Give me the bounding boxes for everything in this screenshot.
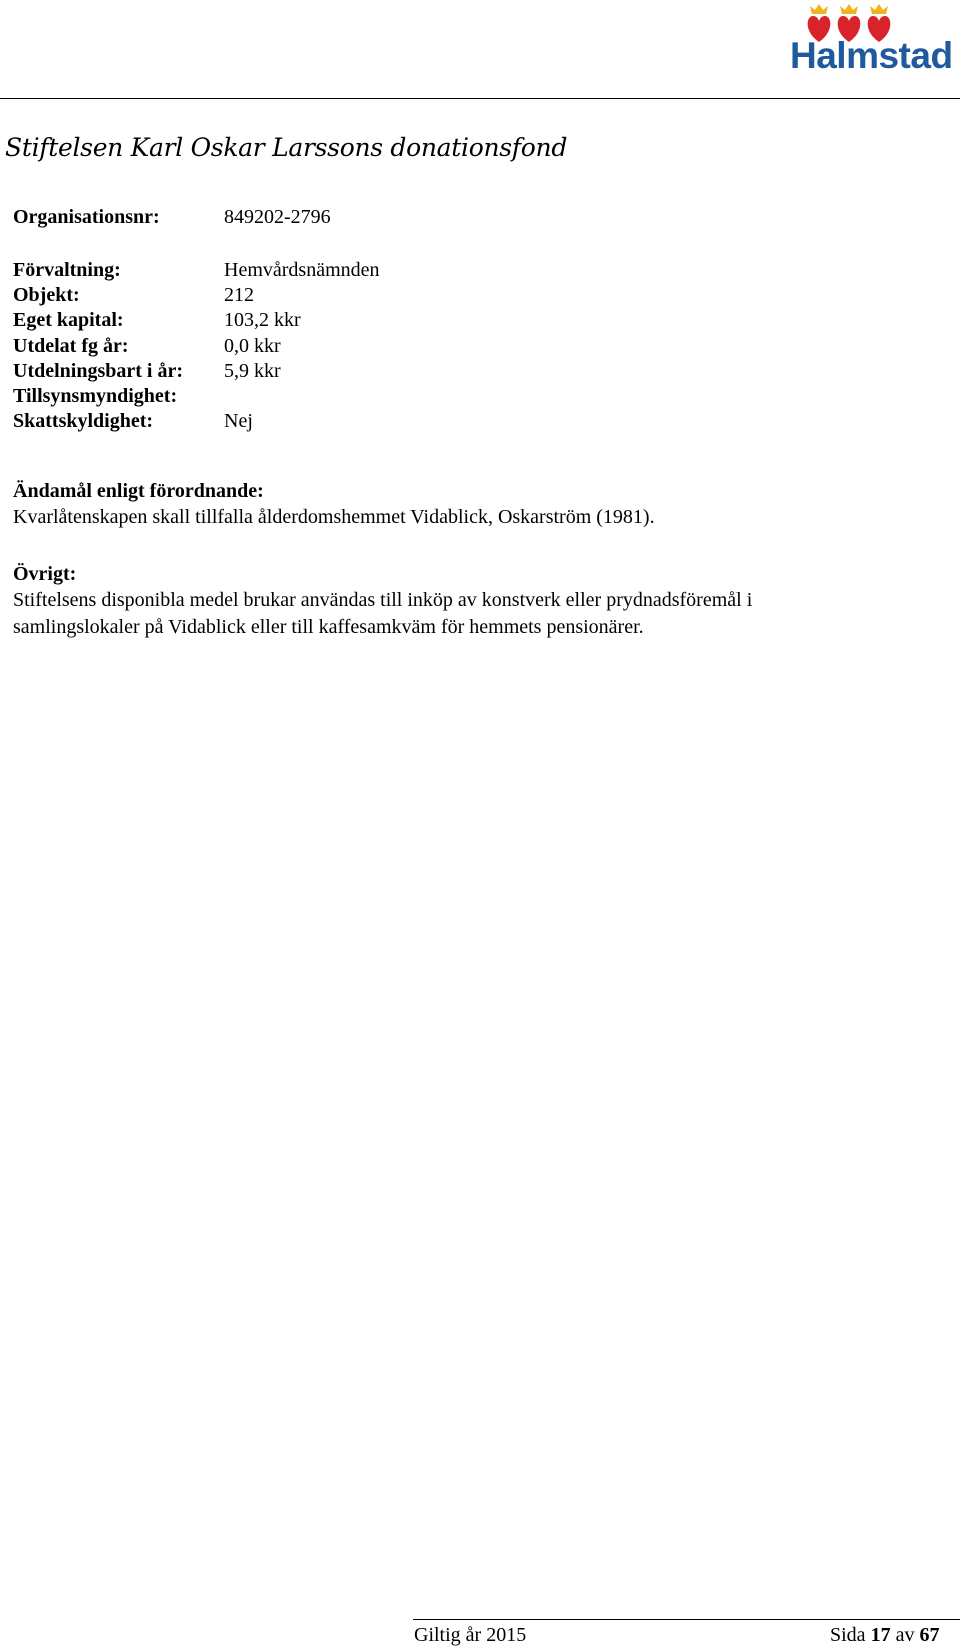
field-label: Eget kapital: <box>13 309 124 331</box>
footer-divider <box>413 1619 960 1620</box>
logo-wordmark: Halmstad <box>790 35 953 76</box>
footer-valid-year: Giltig år 2015 <box>414 1624 527 1646</box>
field-row-utdelat <box>13 333 281 359</box>
org-number-value: 849202-2796 <box>224 206 331 228</box>
org-number-label: Organisationsnr: <box>13 206 160 228</box>
field-label: Utdelat fg år: <box>13 335 129 357</box>
field-row-eget-kapital <box>13 307 301 333</box>
field-value: 0,0 kkr <box>224 335 281 357</box>
field-label: Utdelningsbart i år: <box>13 360 183 382</box>
page-total: 67 <box>919 1624 940 1646</box>
field-label: Förvaltning: <box>13 259 121 281</box>
field-row-objekt <box>13 282 254 308</box>
crown-icon <box>810 4 888 14</box>
page-title: Stiftelsen Karl Oskar Larssons donationsfond <box>5 133 568 162</box>
field-value: Hemvårdsnämnden <box>224 259 380 281</box>
field-label: Skattskyldighet: <box>13 410 154 432</box>
other-heading: Övrigt: <box>13 563 77 585</box>
purpose-heading: Ändamål enligt förordnande: <box>13 480 264 502</box>
field-value: 5,9 kkr <box>224 360 281 382</box>
page-prefix: Sida <box>830 1624 866 1646</box>
field-value: 212 <box>224 284 254 306</box>
field-value: 103,2 kkr <box>224 309 301 331</box>
field-row-skattskyldighet <box>13 408 253 434</box>
field-value: Nej <box>224 410 253 432</box>
field-label: Objekt: <box>13 284 80 306</box>
purpose-text: Kvarlåtenskapen skall tillfalla ålderdomshemmet Vidablick, Oskarström (1981). <box>13 506 655 528</box>
field-row-forvaltning <box>13 257 380 283</box>
other-text: Stiftelsens disponibla medel brukar användas till inköp av konstverk eller prydnadsföremål i samlingslokaler på Vidablick eller till kaffesamkväm för hemmets pensionärer. <box>13 589 753 638</box>
org-number-row <box>13 204 331 230</box>
footer-page-number <box>830 1622 939 1648</box>
page-current: 17 <box>870 1624 891 1646</box>
field-row-tillsynsmyndighet <box>13 383 177 409</box>
page-separator: av <box>895 1624 915 1646</box>
halmstad-logo <box>790 2 960 74</box>
field-label: Tillsynsmyndighet: <box>13 385 178 407</box>
header-divider <box>0 98 960 99</box>
field-row-utdelningsbart <box>13 358 281 384</box>
